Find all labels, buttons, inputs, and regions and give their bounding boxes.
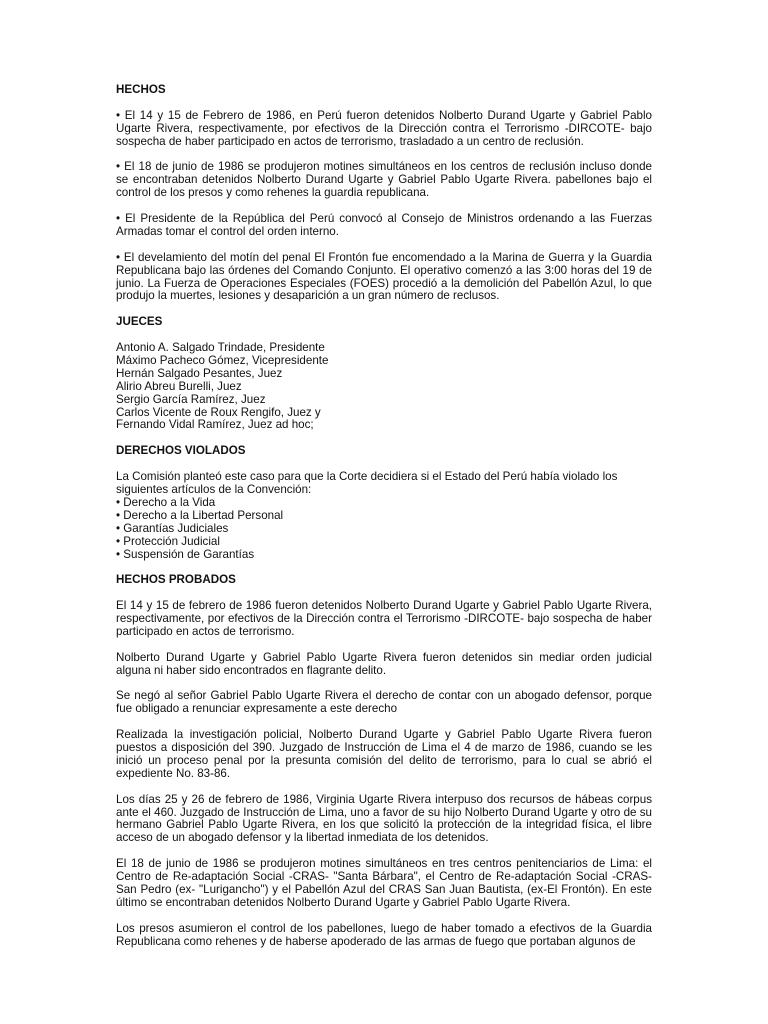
judge-line: Carlos Vicente de Roux Rengifo, Juez y	[116, 405, 321, 419]
section-heading-hechos-probados: HECHOS PROBADOS	[116, 573, 236, 587]
judge-line: Sergio García Ramírez, Juez	[116, 392, 266, 406]
rights-list-item: • Derecho a la Libertad Personal	[116, 508, 284, 522]
probados-paragraph-4: Realizada la investigación policial, Nolberto Durand Ugarte y Gabriel Pablo Ugarte Rivera fueron puestos a disposición del 390. Juzgado de Instrucción de Lima el 4 de marzo de 1986, cuando se les inició un proceso penal por la presunta comisión del delito de terrorismo, para lo cual se abrió el expediente No. 83-86.	[116, 728, 652, 780]
probados-paragraph-7: Los presos asumieron el control de los pabellones, luego de haber tomado a efectivos de la Guardia Republicana como rehenes y de haberse apoderado de las armas de fuego que portaban algunos de	[116, 921, 652, 948]
rights-list-item: • Garantías Judiciales	[116, 521, 229, 535]
section-heading-derechos: DERECHOS VIOLADOS	[116, 444, 246, 458]
derechos-intro-line: siguientes artículos de la Convención:	[116, 482, 312, 496]
judge-line: Antonio A. Salgado Trindade, Presidente	[116, 341, 325, 355]
derechos-intro-line: La Comisión planteó este caso para que la Corte decidiera si el Estado del Perú había violado los	[116, 470, 618, 484]
rights-list-item: • Protección Judicial	[116, 534, 220, 548]
section-heading-jueces: JUECES	[116, 315, 163, 329]
section-heading-hechos: HECHOS	[116, 83, 166, 96]
derechos-block	[116, 471, 652, 561]
hechos-paragraph-2: • El 18 de junio de 1986 se produjeron motines simultáneos en los centros de reclusión incluso donde se encontraban detenidos Nolberto Durand Ugarte y Gabriel Pablo Ugarte Rivera. pabellones bajo el control de los presos y como rehenes la guardia republicana.	[116, 160, 652, 200]
judge-line: Hernán Salgado Pesantes, Juez	[116, 366, 283, 380]
hechos-paragraph-1: • El 14 y 15 de Febrero de 1986, en Perú fueron detenidos Nolberto Durand Ugarte y Gabriel Pablo Ugarte Rivera, respectivamente, por efectivos de la Dirección contra el Terrorismo -DIRCOTE- bajo sospecha de haber participado en actos de terrorismo, trasladado a un centro de reclusión.	[116, 108, 652, 148]
probados-paragraph-3: Se negó al señor Gabriel Pablo Ugarte Rivera el derecho de contar con un abogado defensor, porque fue obligado a renunciar expresamente a este derecho	[116, 689, 652, 716]
hechos-paragraph-3: • El Presidente de la República del Perú convocó al Consejo de Ministros ordenando a las Fuerzas Armadas tomar el control del orden interno.	[116, 212, 652, 238]
judges-list	[116, 342, 652, 432]
rights-list-item: • Derecho a la Vida	[116, 495, 216, 509]
judge-line: Fernando Vidal Ramírez, Juez ad hoc;	[116, 418, 314, 432]
probados-paragraph-5: Los días 25 y 26 de febrero de 1986, Virginia Ugarte Rivera interpuso dos recursos de hábeas corpus ante el 460. Juzgado de Instrucción de Lima, uno a favor de su hijo Nolberto Durand Ugarte y otro de su hermano Gabriel Pablo Ugarte Rivera, en los que solicitó la protección de la integridad física, el libre acceso de un abogado defensor y la libertad inmediata de los detenidos.	[116, 792, 652, 845]
probados-paragraph-1: El 14 y 15 de febrero de 1986 fueron detenidos Nolberto Durand Ugarte y Gabriel Pablo Ugarte Rivera, respectivamente, por efectivos de la Dirección contra el Terrorismo -DIRCOTE- bajo sospecha de haber participado en actos de terrorismo.	[116, 599, 652, 638]
judge-line: Alirio Abreu Burelli, Juez	[116, 379, 242, 393]
judge-line: Máximo Pacheco Gómez, Vicepresidente	[116, 353, 329, 367]
rights-list-item: • Suspensión de Garantías	[116, 547, 255, 561]
hechos-paragraph-4: • El develamiento del motín del penal El Frontón fue encomendado a la Marina de Guerra y la Guardia Republicana bajo las órdenes del Comando Conjunto. El operativo comenzó a las 3:00 horas del 19 de junio. La Fuerza de Operaciones Especiales (FOES) procedió a la demolición del Pabellón Azul, lo que produjo la muertes, lesiones y desaparición a un gran número de reclusos.	[116, 250, 652, 303]
probados-paragraph-6: El 18 de junio de 1986 se produjeron motines simultáneos en tres centros penitenciarios de Lima: el Centro de Re-adaptación Social -CRAS- "Santa Bárbara", el Centro de Re-adaptación Social -CRAS-San Pedro (ex- "Lurigancho") y el Pabellón Azul del CRAS San Juan Bautista, (ex-El Frontón). En este último se encontraban detenidos Nolberto Durand Ugarte y Gabriel Pablo Ugarte Rivera.	[116, 857, 652, 909]
probados-paragraph-2: Nolberto Durand Ugarte y Gabriel Pablo Ugarte Rivera fueron detenidos sin mediar orden judicial alguna ni haber sido encontrados en flagrante delito.	[116, 650, 652, 677]
document-page	[116, 84, 652, 961]
